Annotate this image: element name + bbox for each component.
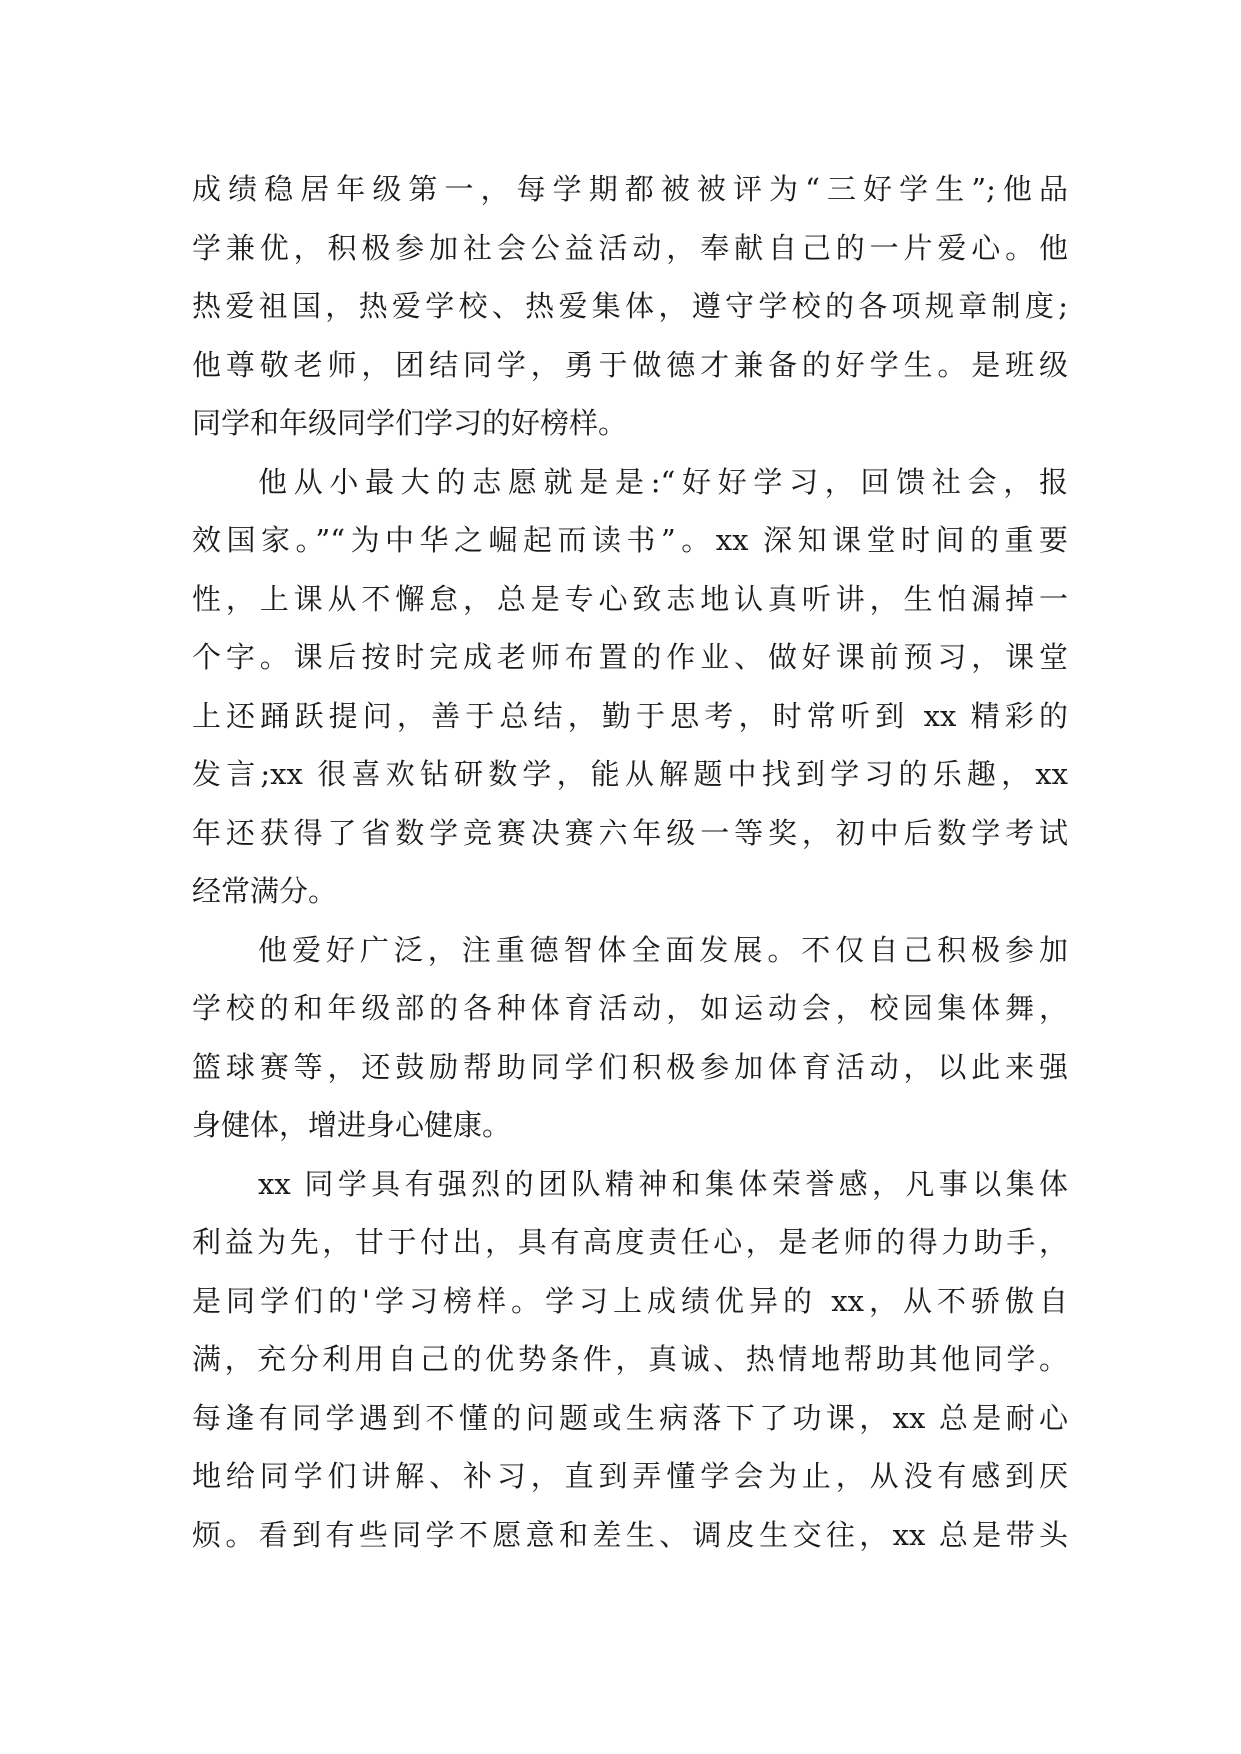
paragraph <box>192 160 1068 453</box>
text-line: 年还获得了省数学竞赛决赛六年级一等奖，初中后数学考试 <box>192 815 1068 850</box>
text-line: 身健体，增进身心健康。 <box>192 1108 512 1142</box>
paragraph <box>192 921 1068 1155</box>
text-line: 地给同学们讲解、补习，直到弄懂学会为止，从没有感到厌 <box>192 1459 1068 1493</box>
text-line: 效国家。”“为中华之崛起而读书”。xx 深知课堂时间的重要 <box>192 523 1068 557</box>
text-line: 热爱祖国，热爱学校、热爱集体，遵守学校的各项规章制度; <box>192 289 1068 323</box>
text-line: 他从小最大的志愿就是是:“好好学习，回馈社会，报 <box>258 464 1068 499</box>
text-line: xx 同学具有强烈的团队精神和集体荣誉感，凡事以集体 <box>258 1166 1068 1201</box>
paragraph <box>192 1155 1068 1565</box>
document-body <box>192 160 1068 1564</box>
text-line: 同学和年级同学们学习的好榜样。 <box>192 406 628 440</box>
text-line: 学校的和年级部的各种体育活动，如运动会，校园集体舞， <box>192 991 1068 1025</box>
text-line: 他爱好广泛，注重德智体全面发展。不仅自己积极参加 <box>258 932 1068 967</box>
text-line: 个字。课后按时完成老师布置的作业、做好课前预习，课堂 <box>192 640 1068 674</box>
text-line: 性，上课从不懈怠，总是专心致志地认真听讲，生怕漏掉一 <box>192 581 1068 616</box>
text-line: 利益为先，甘于付出，具有高度责任心，是老师的得力助手， <box>192 1225 1068 1259</box>
text-line: 是同学们的'学习榜样。学习上成绩优异的 xx，从不骄傲自 <box>192 1283 1068 1318</box>
text-line: 他尊敬老师，团结同学，勇于做德才兼备的好学生。是班级 <box>192 347 1068 382</box>
text-line: 每逢有同学遇到不懂的问题或生病落下了功课，xx 总是耐心 <box>192 1400 1068 1435</box>
text-line: 篮球赛等，还鼓励帮助同学们积极参加体育活动，以此来强 <box>192 1049 1068 1084</box>
paragraph <box>192 453 1068 921</box>
text-line: 发言;xx 很喜欢钻研数学，能从解题中找到学习的乐趣，xx <box>192 757 1068 791</box>
text-line: 学兼优，积极参加社会公益活动，奉献自己的一片爱心。他 <box>192 230 1068 265</box>
text-line: 上还踊跃提问，善于总结，勤于思考，时常听到 xx 精彩的 <box>192 698 1068 733</box>
text-line: 经常满分。 <box>192 874 338 908</box>
text-line: 烦。看到有些同学不愿意和差生、调皮生交往，xx 总是带头 <box>192 1517 1068 1552</box>
text-line: 成绩稳居年级第一，每学期都被被评为“三好学生”;他品 <box>192 172 1068 206</box>
text-line: 满，充分利用自己的优势条件，真诚、热情地帮助其他同学。 <box>192 1342 1068 1376</box>
